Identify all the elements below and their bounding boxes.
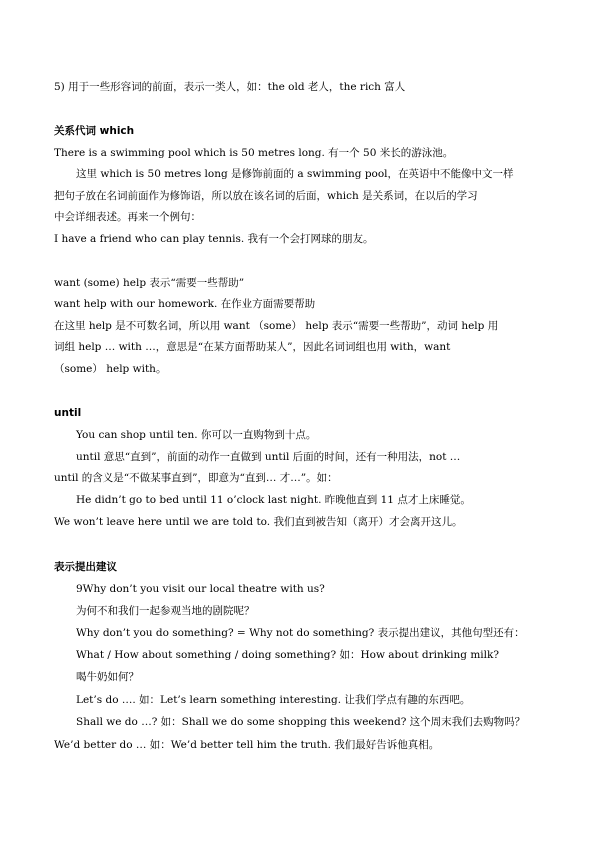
- paragraph-line: Why don’t you do something? = Why not do something? 表示提出建议，其他句型还有：: [76, 627, 525, 639]
- example-sentence: He didn’t go to bed until 11 o’clock last night. 昨晚他直到 11 点才上床睡觉。: [76, 494, 471, 506]
- section-heading-want-help: want (some) help 表示“需要一些帮助”: [54, 277, 245, 289]
- example-sentence: There is a swimming pool which is 50 metres long. 有一个 50 米长的游泳池。: [54, 147, 454, 159]
- paragraph-line: 词组 help … with …，意思是“在某方面帮助某人”，因此名词词组也用 with，want: [54, 341, 451, 353]
- example-sentence: We won’t leave here until we are told to. 我们直到被告知（离开）才会离开这儿。: [54, 516, 463, 528]
- paragraph-line: （some） help with。: [54, 363, 167, 375]
- translation-line: 为何不和我们一起参观当地的剧院呢？: [76, 605, 255, 617]
- example-sentence: I have a friend who can play tennis. 我有一个会打网球的朋友。: [54, 233, 374, 245]
- list-item-5: 5) 用于一些形容词的前面，表示一类人，如：the old 老人，the rich 富人: [54, 81, 406, 93]
- paragraph-line: We’d better do … 如：We’d better tell him the truth. 我们最好告诉他真相。: [54, 739, 440, 751]
- paragraph-line: Shall we do …? 如：Shall we do some shopping this weekend? 这个周末我们去购物吗？: [76, 716, 526, 728]
- paragraph-line: 在这里 help 是不可数名词，所以用 want （some） help 表示“需要一些帮助”，动词 help 用: [54, 320, 499, 332]
- example-sentence: want help with our homework. 在作业方面需要帮助: [54, 298, 316, 310]
- paragraph-line: 这里 which is 50 metres long 是修饰前面的 a swimming pool，在英语中不能像中文一样: [76, 168, 514, 180]
- paragraph-line: 把句子放在名词前面作为修饰语，所以放在该名词的后面，which 是关系词，在以后的学习: [54, 190, 478, 202]
- translation-line: 喝牛奶如何？: [76, 671, 139, 683]
- section-heading-suggestions: 表示提出建议: [54, 561, 117, 573]
- paragraph-line: Let’s do …. 如：Let’s learn something interesting. 让我们学点有趣的东西吧。: [76, 694, 471, 706]
- paragraph-line: 中会详细表述。再来一个例句：: [54, 211, 201, 223]
- paragraph-line: until 意思“直到”，前面的动作一直做到 until 后面的时间，还有一种用法，not …: [76, 451, 461, 463]
- example-sentence: 9Why don’t you visit our local theatre with us?: [76, 583, 325, 595]
- section-heading-which: 关系代词 which: [54, 125, 135, 137]
- paragraph-line: What / How about something / doing something? 如：How about drinking milk?: [76, 649, 499, 661]
- paragraph-line: until 的含义是“不做某事直到”，即意为“直到… 才…”。如：: [54, 472, 338, 484]
- section-heading-until: until: [54, 407, 82, 419]
- example-sentence: You can shop until ten. 你可以一直购物到十点。: [76, 429, 317, 441]
